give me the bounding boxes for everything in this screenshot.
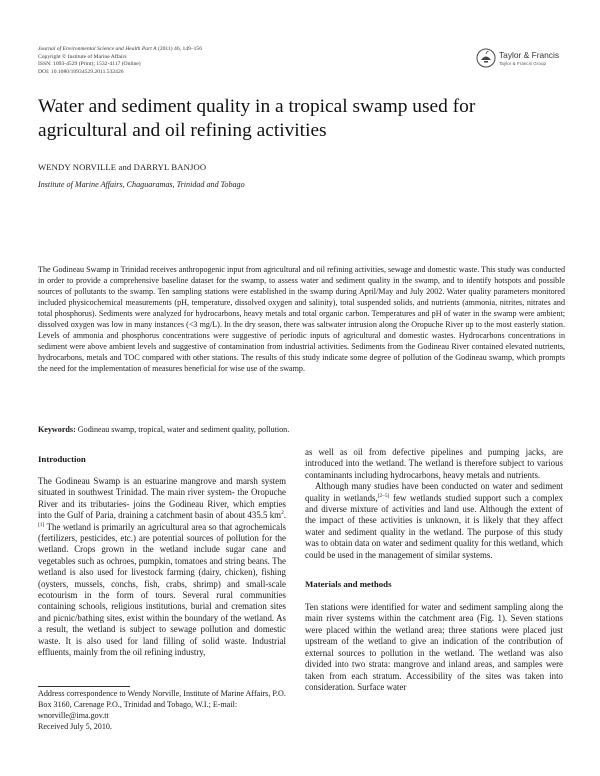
intro-p1-period: . bbox=[283, 510, 286, 521]
intro-p2-text-b: few wetlands studied support such a complex and diverse mixture of activities and land use. Although the extent of the impact of these activities is unknown, it is likely that they affect water and sediment quality in the wetland. The purpose of this study was to obtain data on water and sediment quality for this wetland, which could be used in the management of similar systems. bbox=[305, 492, 563, 560]
column-left bbox=[38, 447, 286, 659]
abstract: The Godineau Swamp in Trinidad receives anthropogenic input from agricultural and oil refining activities, sewage and domestic waste. This study was conducted in order to provide a comprehensive baseline dataset for the swamp, to assess water and sediment quality in the swamp, and to identify hotspots and possible sources of pollutants to the swamp. Ten sampling stations were established in the swamp during April/May and July 2002. Water quality parameters monitored included physicochemical measurements (pH, temperature, dissolved oxygen and salinity), total suspended solids, and nutrients (ammonia, nitrites, nitrates and total phosphorus). Sediments were analyzed for hydrocarbons, heavy metals and total organic carbon. Temperatures and pH of water in the swamp were ambient; dissolved oxygen was low in many instances (<3 mg/L). In the dry season, there was saltwater intrusion along the Oropuche River up to the most easterly station. Levels of ammonia and phosphorus concentrations were suggestive of periodic inputs of agricultural and domestic wastes. Hydrocarbons concentrations in sediment were above ambient levels and suggestive of contamination from industrial activities. Sediments from the Godineau River contained elevated nutrients, hydrocarbons, metals and TOC compared with other stations. The results of this study indicate some degree of pollution of the Godineau swamp, which prompts the need for the implementation of measures beneficial for wise use of the swamp. bbox=[38, 265, 565, 373]
keywords bbox=[38, 425, 565, 436]
citation-ref-2-5: [2–5] bbox=[377, 492, 390, 499]
publisher-logo bbox=[476, 48, 576, 70]
footnote bbox=[38, 689, 288, 733]
author-conjunction: and bbox=[118, 162, 132, 172]
intro-paragraph-1-continued: as well as oil from defective pipelines and pumping jacks, are introduced into the wetland. The wetland is therefore subject to various contaminants including hydrocarbons, heavy metals and nutrients. bbox=[305, 447, 563, 480]
intro-p2-text-a: Although many studies have been conducted on water and sediment quality in wetlands, bbox=[305, 481, 563, 503]
author-2: DARRYL BANJOO bbox=[133, 162, 207, 172]
intro-p1-text-b: The wetland is primarily an agricultural area so that agrochemicals (fertilizers, pesticides, etc.) are potential sources of pollution for the wetland. Crops grown in the wetland include sugar cane and vegetables such as ochroes, pumpkin, tomatoes and string beans. The wetland is also used for livestock farming (dairy, chicken), fishing (oysters, mussels, conchs, fish, crabs, shrimp) and small-scale ecotourism in the form of tours. Several rural communities containing schools, religious institutions, burial and cremation sites and picnic/bathing sites, exist within the boundary of the wetland. As a result, the wetland is subject to sewage pollution and domestic waste. It is also used for land filling of solid waste. Industrial effluents, mainly from the oil refining industry, bbox=[38, 521, 286, 658]
affiliation: Institute of Marine Affairs, Chaguaramas, Trinidad and Tobago bbox=[38, 180, 245, 189]
author-line bbox=[38, 162, 206, 172]
section-heading-methods: Materials and methods bbox=[305, 579, 392, 590]
citation-ref-1: [1] bbox=[38, 521, 45, 528]
journal-name: Journal of Environmental Science and Health Part A bbox=[38, 46, 157, 52]
publisher-name: Taylor & Francis bbox=[499, 50, 560, 60]
correspondence-note: Address correspondence to Wendy Norville, Institute of Marine Affairs, P.O. Box 3160, Carenage P.O., Trinidad and Tobago, W.I.; E-mail: wnorville@ima.gov.tt bbox=[38, 689, 286, 720]
received-date: Received July 5, 2010. bbox=[38, 721, 112, 731]
journal-header bbox=[38, 46, 378, 76]
intro-paragraph-2 bbox=[305, 481, 563, 561]
section-heading-introduction: Introduction bbox=[38, 454, 86, 464]
methods-paragraph-1: Ten stations were identified for water and sediment sampling along the main river systems within the catchment area (Fig. 1). Seven stations were placed within the wetland area; three stations were placed just upstream of the wetland to give an indication of the contribution of external sources to pollution in the wetland. The wetland was also divided into two strata: mangrove and inland areas, and samples were taken from each stratum. Accessibility of the sites was taken into consideration. Surface water bbox=[305, 602, 563, 692]
issn-line: ISSN: 1093-4529 (Print); 1532-4117 (Online) bbox=[38, 61, 141, 68]
intro-p1-text-a: The Godineau Swamp is an estuarine mangrove and marsh system situated in southwest Trinidad. The main river system- the Oropuche River and its tributaries- joins the Godineau River, which empties into the Gulf of Paria, draining a catchment basin of about 435.5 km bbox=[38, 476, 286, 521]
keywords-label: Keywords: bbox=[38, 425, 76, 434]
keywords-text: Godineau swamp, tropical, water and sediment quality, pollution. bbox=[77, 425, 290, 434]
publisher-lamp-icon bbox=[476, 48, 496, 68]
publisher-group: Taylor & Francis Group bbox=[499, 61, 547, 66]
author-1: WENDY NORVILLE bbox=[38, 162, 117, 172]
superscript-2: 2 bbox=[281, 510, 284, 517]
article-title: Water and sediment quality in a tropical swamp used for agricultural and oil refining activities bbox=[38, 96, 476, 141]
footnote-rule bbox=[38, 686, 130, 687]
column-right bbox=[305, 447, 563, 693]
journal-citation: (2011) 46, 149–156 bbox=[157, 46, 203, 52]
doi-line: DOI: 10.1080/10934529.2011.532426 bbox=[38, 68, 124, 75]
intro-paragraph-1 bbox=[38, 476, 286, 659]
copyright-line: Copyright © Institute of Marine Affairs bbox=[38, 53, 127, 60]
